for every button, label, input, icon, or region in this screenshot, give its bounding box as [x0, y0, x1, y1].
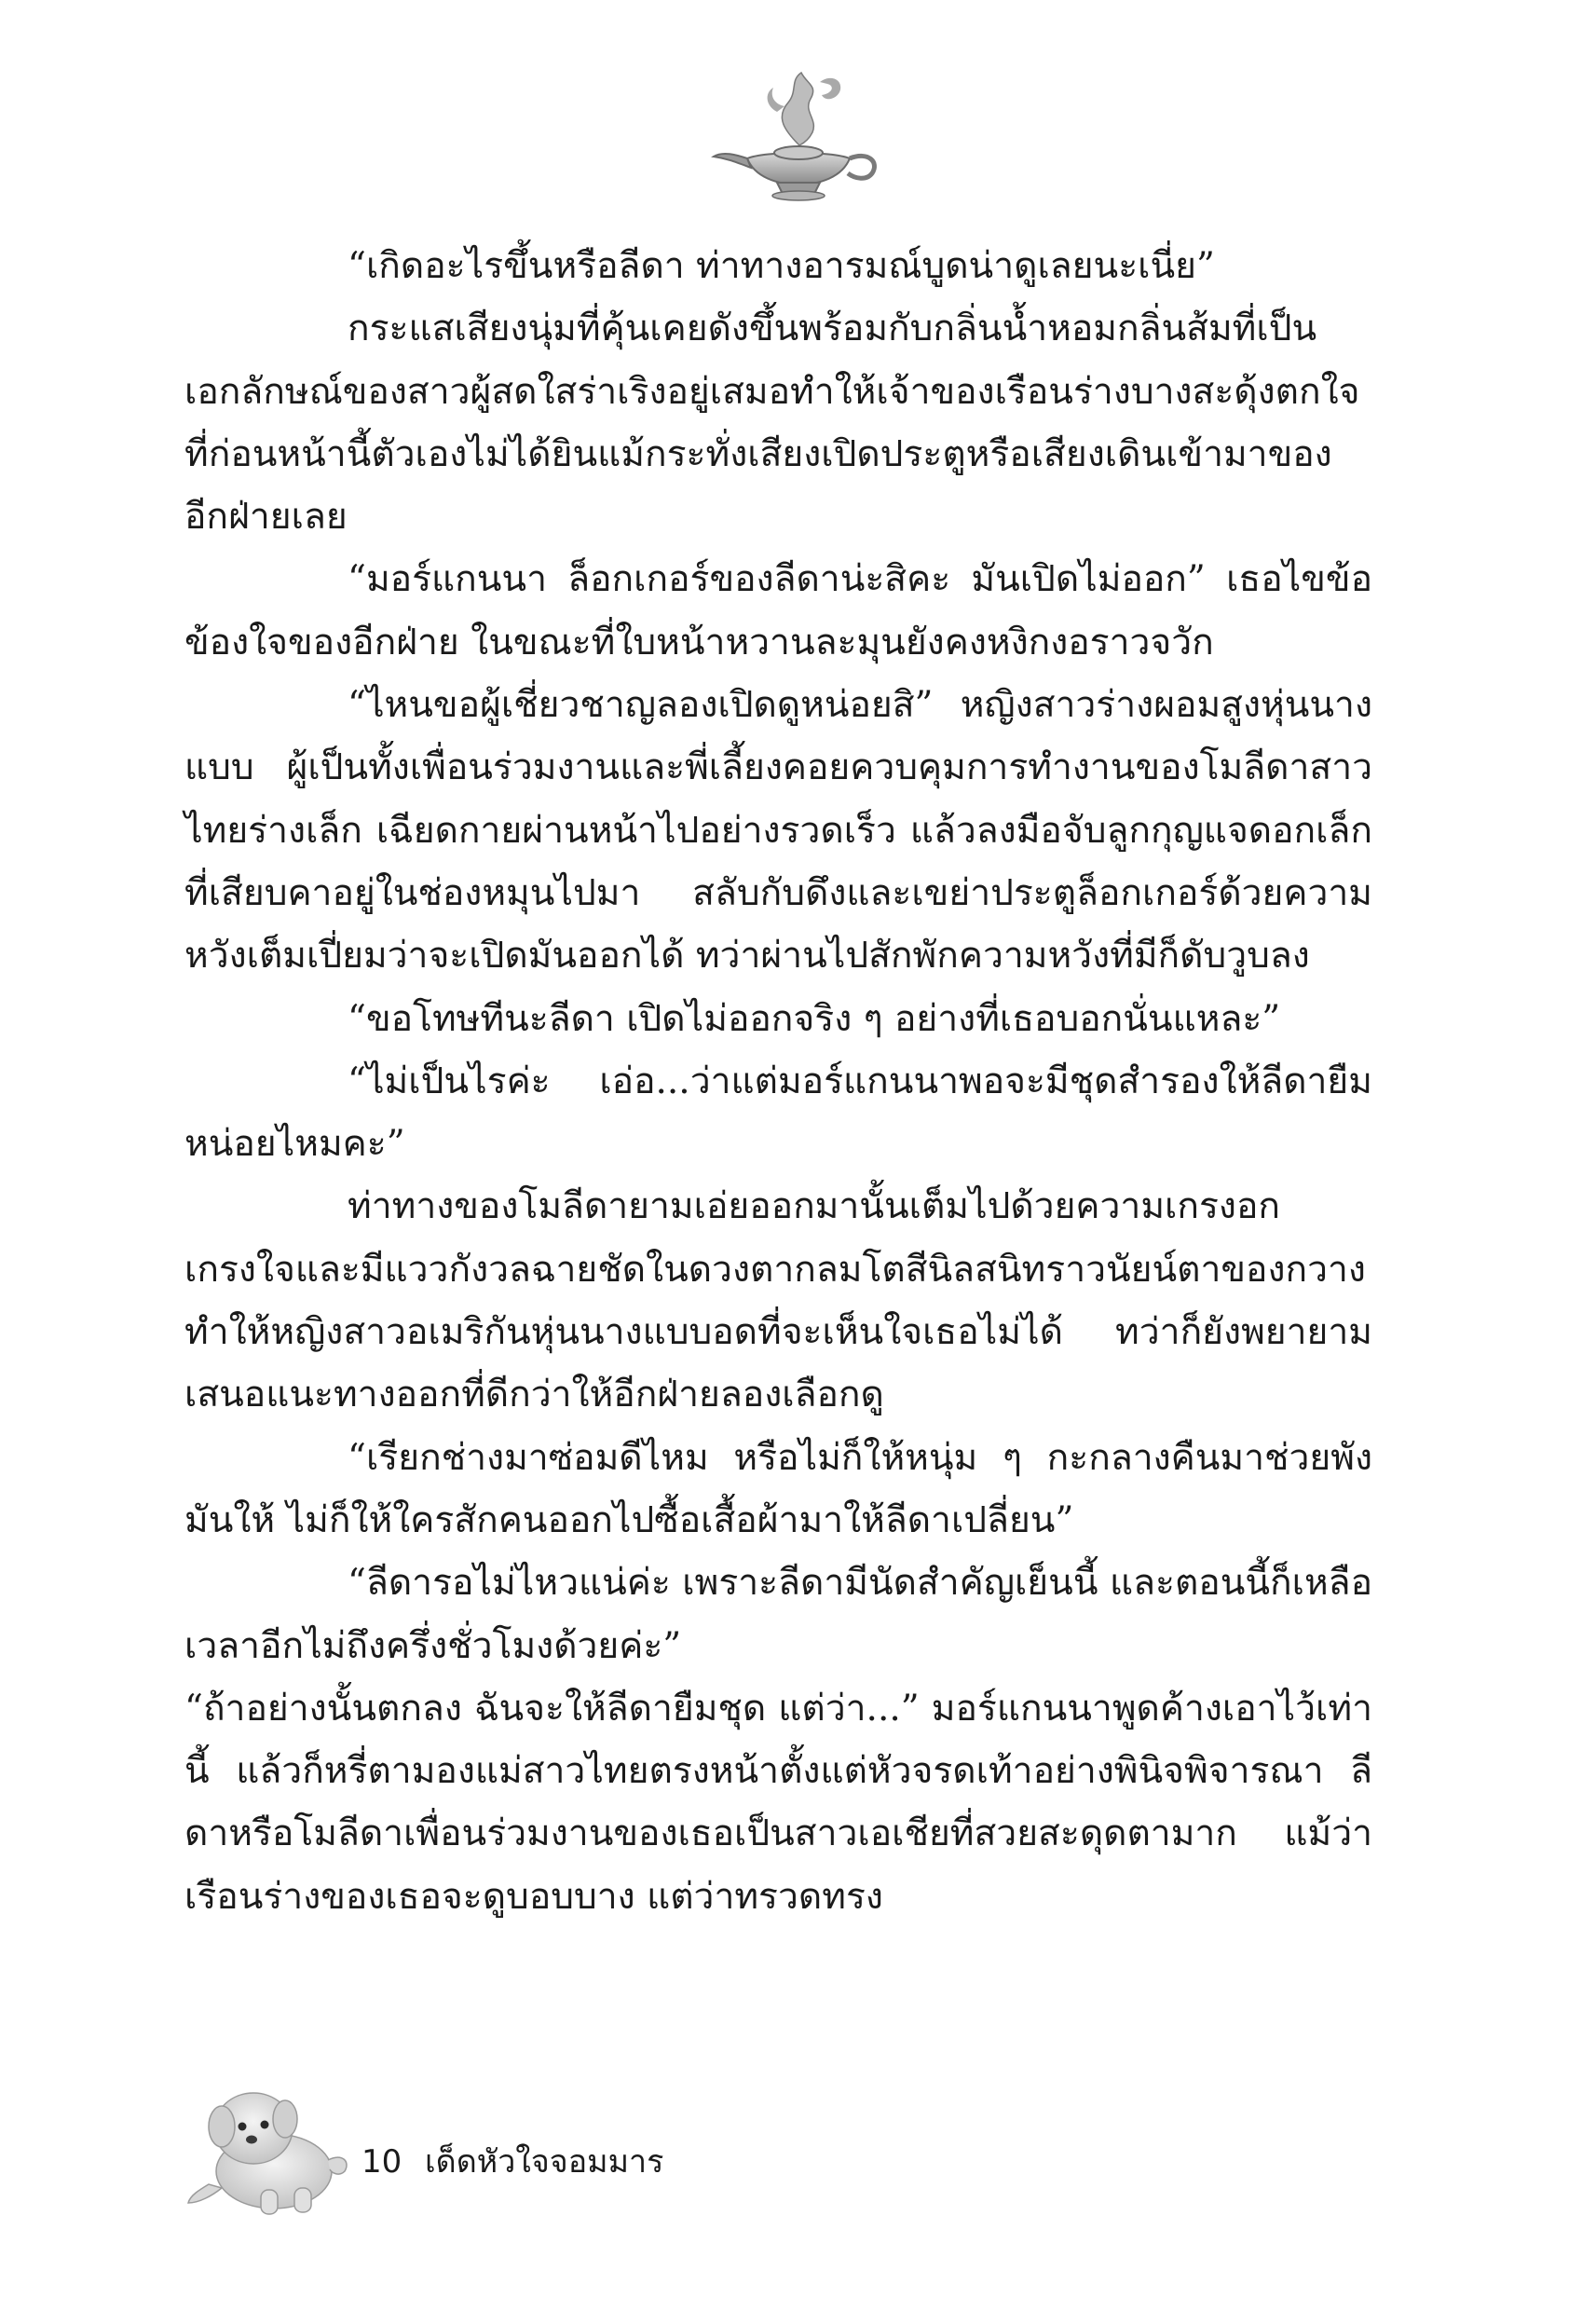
page-footer [181, 2080, 740, 2220]
puppy-icon [181, 2080, 358, 2218]
paragraph: “มอร์แกนนา ล็อกเกอร์ของลีดาน่ะสิคะ มันเปิดไม่ออก” เธอไขข้อข้องใจของอีกฝ่าย ในขณะที่ใบหน้าหวานละมุนยังคงหงิกงอราวจวัก [184, 558, 1372, 663]
paragraph: “ขอโทษทีนะลีดา เปิดไม่ออกจริง ๆ อย่างที่เธอบอกนั่นแหละ” [348, 997, 1281, 1040]
paragraph: “ไหนขอผู้เชี่ยวชาญลองเปิดดูหน่อยสิ” หญิงสาวร่างผอมสูงหุ่นนางแบบ ผู้เป็นทั้งเพื่อนร่วมงานและพี่เลี้ยงคอยควบคุมการทำงานของโมลีดาสาวไทยร่างเล็ก เฉียดกายผ่านหน้าไปอย่างรวดเร็ว แล้วลงมือจับลูกกุญแจดอกเล็กที่เสียบคาอยู่ในช่องหมุนไปมา สลับกับดึงและเขย่าประตูล็อกเกอร์ด้วยความหวังเต็มเปี่ยมว่าจะเปิดมันออกได้ ทว่าผ่านไปสักพักความหวังที่มีก็ดับวูบลง [184, 684, 1372, 978]
paragraph: “ลีดารอไม่ไหวแน่ค่ะ เพราะลีดามีนัดสำคัญเย็นนี้ และตอนนี้ก็เหลือเวลาอีกไม่ถึงครึ่งชั่วโมงด้วยค่ะ” [184, 1562, 1372, 1667]
page-number: 10 [361, 2143, 402, 2181]
genie-lamp-icon [710, 65, 887, 205]
book-title: เด็ดหัวใจจอมมาร [425, 2143, 664, 2181]
body-text [184, 235, 1372, 1928]
paragraph: กระแสเสียงนุ่มที่คุ้นเคยดังขึ้นพร้อมกับกลิ่นน้ำหอมกลิ่นส้มที่เป็นเอกลักษณ์ของสาวผู้สดใสร่าเริงอยู่เสมอทำให้เจ้าของเรือนร่างบางสะดุ้งตกใจที่ก่อนหน้านี้ตัวเองไม่ได้ยินแม้กระทั่งเสียงเปิดประตูหรือเสียงเดินเข้ามาของอีกฝ่ายเลย [184, 308, 1360, 539]
paragraph: “ถ้าอย่างนั้นตกลง ฉันจะให้ลีดายืมชุด แต่ว่า...” มอร์แกนนาพูดค้างเอาไว้เท่านี้ แล้วก็หรี่ตามองแม่สาวไทยตรงหน้าตั้งแต่หัวจรดเท้าอย่างพินิจพิจารณา ลีดาหรือโมลีดาเพื่อนร่วมงานของเธอเป็นสาวเอเชียที่สวยสะดุดตามาก แม้ว่าเรือนร่างของเธอจะดูบอบบาง แต่ว่าทรวดทรง [184, 1687, 1372, 1918]
paragraph: “ไม่เป็นไรค่ะ เอ่อ...ว่าแต่มอร์แกนนาพอจะมีชุดสำรองให้ลีดายืมหน่อยไหมคะ” [184, 1060, 1372, 1166]
paragraph: “เกิดอะไรขึ้นหรือลีดา ท่าทางอารมณ์บูดน่าดูเลยนะเนี่ย” [348, 245, 1215, 287]
paragraph: ท่าทางของโมลีดายามเอ่ยออกมานั้นเต็มไปด้วยความเกรงอกเกรงใจและมีแววกังวลฉายชัดในดวงตากลมโตสีนิลสนิทราวนัยน์ตาของกวางทำให้หญิงสาวอเมริกันหุ่นนางแบบอดที่จะเห็นใจเธอไม่ได้ ทว่าก็ยังพยายามเสนอแนะทางออกที่ดีกว่าให้อีกฝ่ายลองเลือกดู [184, 1185, 1372, 1416]
paragraph: “เรียกช่างมาซ่อมดีไหม หรือไม่ก็ให้หนุ่ม ๆ กะกลางคืนมาช่วยพังมันให้ ไม่ก็ให้ใครสักคนออกไปซื้อเสื้อผ้ามาให้ลีดาเปลี่ยน” [184, 1436, 1372, 1541]
